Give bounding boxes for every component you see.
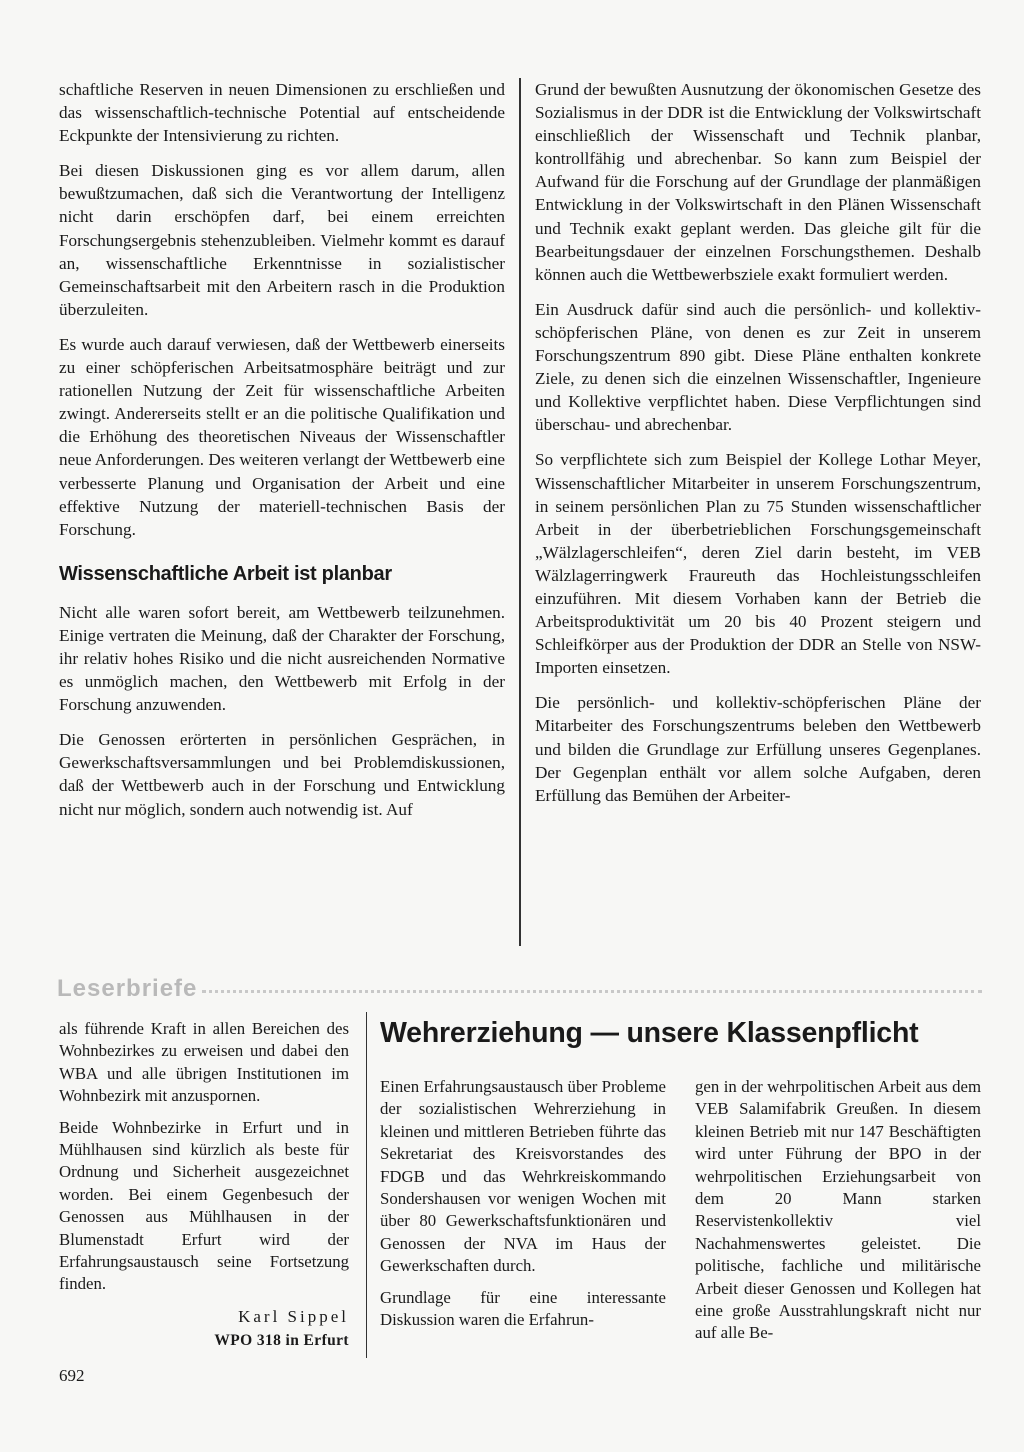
article-subheading: Wissenschaftliche Arbeit ist planbar [59,562,392,585]
letter-column-middle [380,1076,666,1340]
column-divider [366,1012,367,1358]
letter-headline: Wehrerziehung — unsere Klassenpflicht [380,1017,919,1049]
section-label: Leserbriefe [57,975,198,1002]
signature-name: Karl Sippel [238,1306,349,1326]
letter-column-left [59,1018,349,1353]
paragraph: Grund der bewußten Ausnutzung der ökonomischen Gesetze des Sozialismus in der DDR ist die Entwicklung der Volkswirtschaft einschließlich der Wissenschaft und Technik planbar, kontrollfähig und abrechenbar. So kann zum Beispiel der Aufwand für die Forschung auf der Grundlage der planmäßigen Entwicklung in der Volkswirtschaft in den Plänen Wissenschaft und Technik exakt geplant werden. Das gleiche gilt für die Bearbeitungsdauer der einzelnen Forschungsthemen. Deshalb können auch die Wettbewerbsziele exakt formuliert werden. [535,80,981,284]
paragraph: Die persönlich- und kollektiv-schöpferischen Pläne der Mitarbeiter des Forschungszentrums beleben den Wettbewerb und bilden die Grundlage zur Erfüllung unseres Gegenplanes. Der Gegenplan enthält vor allem solche Aufgaben, deren Erfüllung das Bemühen der Arbeiter- [535,693,981,805]
article-column-left [59,78,505,833]
column-divider [519,78,521,946]
signature-place: WPO 318 in Erfurt [214,1331,349,1349]
paragraph: Es wurde auch darauf verwiesen, daß der Wettbewerb einerseits zu einer schöpferischen Arbeitsatmosphäre beiträgt und zur rationellen Nutzung der Zeit für wissenschaftliche Arbeiten zwingt. Andererseits stellt er an die politische Qualifikation und die Erhöhung des theoretischen Niveaus der Wissenschaftler neue Anforderungen. Des weiteren verlangt der Wettbewerb eine verbesserte Planung und Organisation der Arbeit und eine effektive Nutzung der materiell-technischen Basis der Forschung. [59,334,505,539]
paragraph: Einen Erfahrungsaustausch über Probleme der sozialistischen Wehrerziehung in kleinen und mittleren Betrieben führte das Sekretariat des Kreisvorstandes des FDGB und das Wehrkreiskommando Sondershausen vor wenigen Wochen mit über 80 Gewerkschaftsfunktionären und Genossen der NVA im Haus der Gewerkschaften durch. [380,1077,666,1276]
paragraph: Nicht alle waren sofort bereit, am Wettbewerb teilzunehmen. Einige vertraten die Meinung, daß der Charakter der Forschung, ihr relativ hohes Risiko und die nicht ausreichenden Normative es unmöglich machen, den Wettbewerb mit Erfolg in der Forschung anzuwenden. [59,602,505,715]
letter-column-right [695,1076,981,1354]
paragraph: schaftliche Reserven in neuen Dimensionen zu erschließen und das wissenschaftlich-technische Potential auf entscheidende Eckpunkte der Intensivierung zu richten. [59,80,505,146]
article-column-right [535,78,981,819]
page-number: 692 [59,1366,85,1385]
paragraph: Ein Ausdruck dafür sind auch die persönlich- und kollektiv-schöpferischen Pläne, von denen es zur Zeit in unserem Forschungszentrum 890 gibt. Diese Pläne enthalten konkrete Ziele, zu denen sich die einzelnen Wissenschaftler, Ingenieure und Kollektive verpflichtet haben. Diese Verpflichtungen sind überschau- und abrechenbar. [535,299,981,435]
paragraph: Die Genossen erörterten in persönlichen Gesprächen, in Gewerkschaftsversammlungen und bei Problemdiskussionen, daß der Wettbewerb auch in der Forschung und Entwicklung nicht nur möglich, sondern auch notwendig ist. Auf [59,730,505,819]
paragraph: gen in der wehrpolitischen Arbeit aus dem VEB Salamifabrik Greußen. In diesem kleinen Betrieb mit nur 147 Beschäftigten wird unter Führung der BPO in der wehrpolitischen Erziehungsarbeit von dem 20 Mann starken Reservistenkollektiv viel Nachahmenswertes geleistet. Die politische, fachliche und militärische Arbeit dieser Genossen und Kollegen hat eine große Ausstrahlungskraft nicht nur auf alle Be- [695,1077,981,1343]
paragraph: So verpflichtete sich zum Beispiel der Kollege Lothar Meyer, Wissenschaftlicher Mitarbeiter in unserem Forschungszentrum, in seinem persönlichen Plan zu 75 Stunden wissenschaftlicher Arbeit in der überbetrieblichen Forschungsgemeinschaft „Wälzlagerschleifen“, deren Ziel darin besteht, im VEB Wälzlagerringwerk Fraureuth das Hochleistungsschleifen einzuführen. Mit diesem Vorhaben kann der Betrieb die Arbeitsproduktivität um 20 bis 40 Prozent steigern und Schleifkörper aus der Produktion der DDR an Stelle von NSW-Importen einsetzen. [535,450,981,678]
paragraph: Beide Wohnbezirke in Erfurt und in Mühlhausen sind kürzlich als beste für Ordnung und Sicherheit ausgezeichnet worden. Bei einem Gegenbesuch der Genossen aus Mühlhausen in der Blumenstadt Erfurt wird der Erfahrungsaustausch seine Fortsetzung finden. [59,1117,349,1294]
letter-signature [59,1305,349,1353]
paragraph: Grundlage für eine interessante Diskussion waren die Erfahrun- [380,1287,666,1330]
paragraph: als führende Kraft in allen Bereichen des Wohnbezirkes zu erweisen und dabei den WBA und alle übrigen Institutionen im Wohnbezirk mit anzuspornen. [59,1019,349,1106]
paragraph: Bei diesen Diskussionen ging es vor allem darum, allen bewußtzumachen, daß sich die Verantwortung der Intelligenz nicht darin erschöpfen darf, bei einem erreichten Forschungsergebnis stehenzubleiben. Vielmehr kommt es darauf an, wissenschaftliche Erkenntnisse in sozialistischer Gemeinschaftsarbeit mit den Arbeitern rasch in die Produktion überzuleiten. [59,161,505,319]
section-divider [202,990,982,993]
